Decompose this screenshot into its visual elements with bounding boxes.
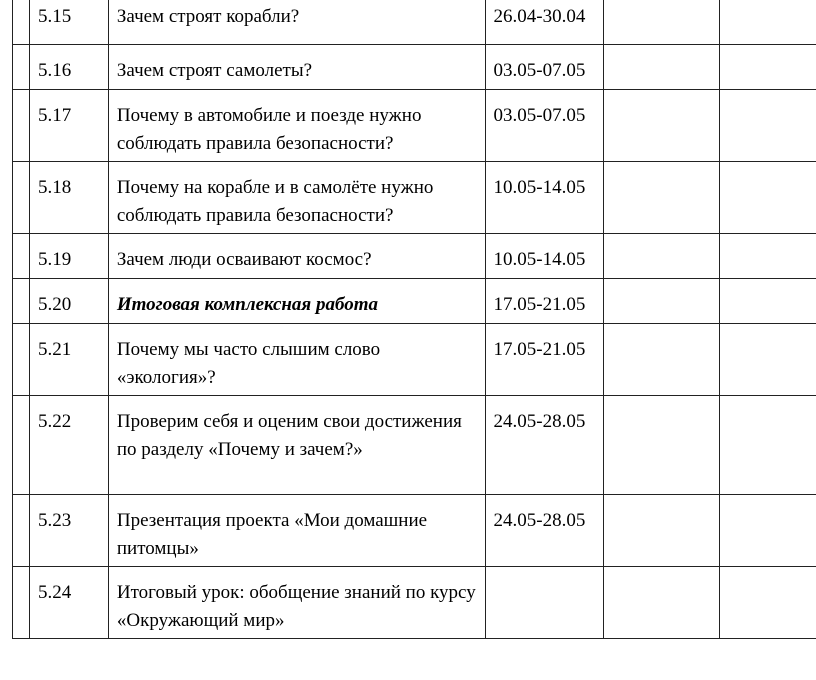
empty-cell (603, 45, 719, 90)
lesson-topic-cell: Презентация проекта «Мои домашние питомцы» (108, 495, 485, 567)
gutter-cell (13, 396, 30, 495)
empty-cell (603, 396, 719, 495)
empty-cell (603, 0, 719, 45)
lesson-topic-cell: Итоговый урок: обобщение знаний по курсу «Окружающий мир» (108, 567, 485, 639)
gutter-cell (13, 495, 30, 567)
empty-cell (719, 495, 816, 567)
lesson-number-cell: 5.16 (30, 45, 109, 90)
lesson-date-cell: 10.05-14.05 (485, 234, 603, 279)
gutter-cell (13, 45, 30, 90)
gutter-cell (13, 0, 30, 45)
lesson-topic-cell: Итоговая комплексная работа (108, 279, 485, 324)
empty-cell (603, 162, 719, 234)
lesson-date-cell: 10.05-14.05 (485, 162, 603, 234)
lesson-number-cell: 5.18 (30, 162, 109, 234)
gutter-cell (13, 90, 30, 162)
empty-cell (719, 396, 816, 495)
empty-cell (603, 324, 719, 396)
table-row (13, 0, 816, 45)
table-row (13, 495, 816, 567)
gutter-cell (13, 279, 30, 324)
empty-cell (719, 279, 816, 324)
lesson-number-cell: 5.17 (30, 90, 109, 162)
empty-cell (603, 495, 719, 567)
table-row (13, 90, 816, 162)
lesson-number-cell: 5.23 (30, 495, 109, 567)
lesson-number-cell: 5.21 (30, 324, 109, 396)
empty-cell (603, 234, 719, 279)
lesson-number-cell: 5.19 (30, 234, 109, 279)
table-row (13, 234, 816, 279)
lesson-topic-cell: Зачем строят самолеты? (108, 45, 485, 90)
lesson-topic-cell: Зачем люди осваивают космос? (108, 234, 485, 279)
gutter-cell (13, 162, 30, 234)
table-row (13, 162, 816, 234)
table-row (13, 324, 816, 396)
lesson-date-cell (485, 567, 603, 639)
empty-cell (719, 234, 816, 279)
table-row (13, 45, 816, 90)
lesson-topic-cell: Почему на корабле и в самолёте нужно соблюдать правила безопасности? (108, 162, 485, 234)
gutter-cell (13, 324, 30, 396)
empty-cell (603, 567, 719, 639)
empty-cell (719, 90, 816, 162)
lesson-date-cell: 03.05-07.05 (485, 90, 603, 162)
lesson-number-cell: 5.22 (30, 396, 109, 495)
empty-cell (719, 45, 816, 90)
lesson-topic-cell: Почему в автомобиле и поезде нужно соблюдать правила безопасности? (108, 90, 485, 162)
table-row (13, 567, 816, 639)
empty-cell (719, 0, 816, 45)
lesson-date-cell: 24.05-28.05 (485, 495, 603, 567)
lesson-number-cell: 5.15 (30, 0, 109, 45)
gutter-cell (13, 567, 30, 639)
empty-cell (603, 90, 719, 162)
lesson-date-cell: 26.04-30.04 (485, 0, 603, 45)
lesson-date-cell: 17.05-21.05 (485, 324, 603, 396)
lesson-date-cell: 17.05-21.05 (485, 279, 603, 324)
gutter-cell (13, 234, 30, 279)
table-row (13, 279, 816, 324)
lesson-number-cell: 5.20 (30, 279, 109, 324)
lesson-date-cell: 03.05-07.05 (485, 45, 603, 90)
empty-cell (719, 567, 816, 639)
empty-cell (719, 324, 816, 396)
table-row (13, 396, 816, 495)
lesson-topic-cell: Зачем строят корабли? (108, 0, 485, 45)
lesson-topic-cell: Проверим себя и оценим свои достижения по разделу «Почему и зачем?» (108, 396, 485, 495)
lesson-plan-table (12, 0, 816, 639)
lesson-date-cell: 24.05-28.05 (485, 396, 603, 495)
lesson-topic-cell: Почему мы часто слышим слово «экология»? (108, 324, 485, 396)
empty-cell (719, 162, 816, 234)
empty-cell (603, 279, 719, 324)
lesson-number-cell: 5.24 (30, 567, 109, 639)
